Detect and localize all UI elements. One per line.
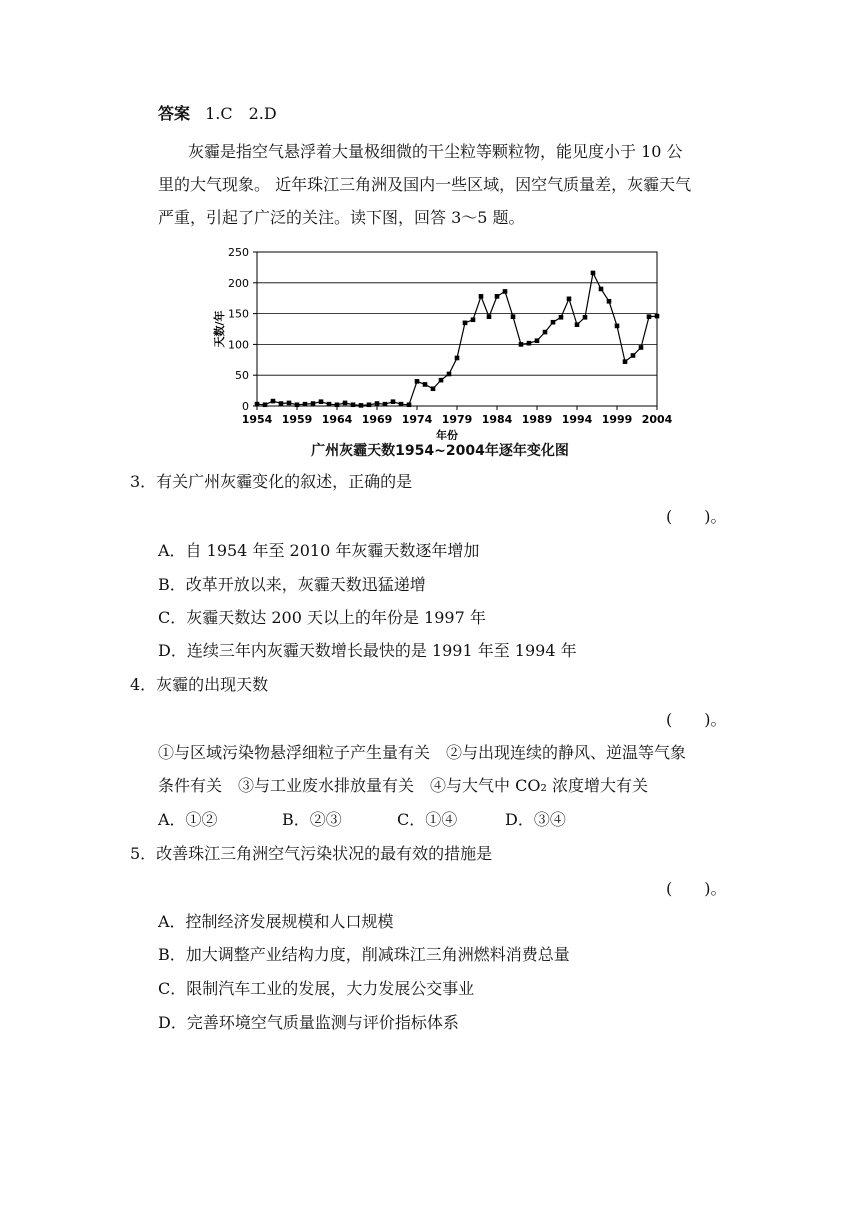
x-tick-label: 1989 [521,413,553,426]
data-point [615,324,620,329]
data-point [479,294,484,299]
question-4-option-a: A．①② [158,810,218,829]
data-point [295,402,300,407]
question-3-answer-blank: ( )。 [666,507,727,526]
data-point [495,294,500,299]
y-tick-label: 50 [235,369,249,383]
data-point [463,321,468,326]
data-point [591,271,596,276]
intro-line-2: 里的大气现象。 近年珠江三角洲及国内一些区域，因空气质量差，灰霾天气 [158,175,692,194]
question-4-body-line-2: 条件有关 ③与工业废水排放量有关 ④与大气中 CO₂ 浓度增大有关 [158,776,648,795]
data-point [655,314,660,319]
intro-line-3: 严重，引起了广泛的关注。读下图，回答 3～5 题。 [158,208,525,227]
data-point [407,402,412,407]
question-4-option-c: C．①④ [397,810,458,829]
question-4-body-line-1: ①与区域污染物悬浮细粒子产生量有关 ②与出现连续的静风、逆温等气象 [158,743,687,762]
data-point [631,353,636,358]
data-point [327,402,332,407]
data-point [535,338,540,343]
data-point [647,314,652,319]
question-5-option-b: B．加大调整产业结构力度，削减珠江三角洲燃料消费总量 [158,945,570,964]
data-point [599,287,604,292]
y-axis-label: 天数/年 [213,310,226,348]
answer-line [158,103,277,125]
data-point [503,289,508,294]
question-3-stem: 3．有关广州灰霾变化的叙述，正确的是 [130,472,413,491]
x-tick-label: 1979 [441,413,473,426]
y-tick-label: 0 [242,400,249,413]
data-point [343,401,348,406]
data-point [567,297,572,302]
data-point [367,402,372,407]
question-5-option-a: A．控制经济发展规模和人口规模 [158,912,394,931]
y-tick-label: 150 [228,307,249,321]
data-point [287,401,292,406]
question-4-stem: 4．灰霾的出现天数 [130,675,269,694]
data-point [359,403,364,408]
question-3-option-b: B．改革开放以来，灰霾天数迅猛递增 [158,575,426,594]
data-point [415,379,420,384]
data-point [335,402,340,407]
data-point [303,402,308,407]
x-tick-label: 1969 [361,413,393,426]
x-tick-label: 1974 [401,413,433,426]
question-4-option-d: D．③④ [505,810,566,829]
question-5-answer-blank: ( )。 [666,879,727,898]
answer-label: 答案 [158,104,191,123]
plot-frame [257,252,657,406]
question-3-option-c: C．灰霾天数达 200 天以上的年份是 1997 年 [158,608,486,627]
question-5-option-d: D．完善环境空气质量监测与评价指标体系 [158,1013,459,1032]
question-5-stem: 5．改善珠江三角洲空气污染状况的最有效的措施是 [130,844,493,863]
x-tick-label: 1959 [281,413,313,426]
data-point [551,320,556,325]
y-tick-label: 100 [228,338,249,352]
data-point [519,342,524,347]
data-point [583,315,588,320]
question-3-option-d: D．连续三年内灰霾天数增长最快的是 1991 年至 1994 年 [158,641,577,660]
data-point [607,299,612,304]
intro-line-1: 灰霾是指空气悬浮着大量极细微的干尘粒等颗粒物，能见度小于 10 公 [188,142,683,161]
data-point [319,399,324,404]
haze-days-chart [205,240,675,440]
data-point [623,359,628,364]
y-tick-label: 200 [228,276,249,290]
data-point [527,341,532,346]
x-tick-label: 2004 [641,413,673,426]
x-tick-label: 1954 [241,413,273,426]
x-tick-label: 1999 [601,413,633,426]
data-point [559,315,564,320]
data-point [471,317,476,322]
data-point [263,402,268,407]
question-4-answer-blank: ( )。 [666,710,727,729]
x-tick-label: 1994 [561,413,593,426]
data-point [383,402,388,407]
data-point [575,322,580,327]
data-point [447,372,452,377]
data-point [279,401,284,406]
data-point [255,402,260,407]
question-3-option-a: A．自 1954 年至 2010 年灰霾天数逐年增加 [158,541,480,560]
data-point [639,345,644,350]
data-point [439,378,444,383]
series-line [257,273,657,406]
data-point [351,402,356,407]
chart-title: 广州灰霾天数1954~2004年逐年变化图 [311,443,569,459]
data-point [511,314,516,319]
data-point [455,356,460,361]
question-5-option-c: C．限制汽车工业的发展，大力发展公交事业 [158,979,475,998]
question-4-option-b: B．②③ [282,810,342,829]
data-point [487,314,492,319]
data-point [399,402,404,407]
data-point [543,330,548,335]
data-point [431,386,436,391]
data-point [271,399,276,404]
answer-items: 1.C 2.D [205,104,277,123]
x-tick-label: 1964 [321,413,353,426]
data-point [391,399,396,404]
x-tick-label: 1984 [481,413,513,426]
data-point [423,382,428,387]
x-axis-label: 年份 [436,429,458,440]
data-point [311,401,316,406]
y-tick-label: 250 [228,246,249,259]
data-point [375,401,380,406]
